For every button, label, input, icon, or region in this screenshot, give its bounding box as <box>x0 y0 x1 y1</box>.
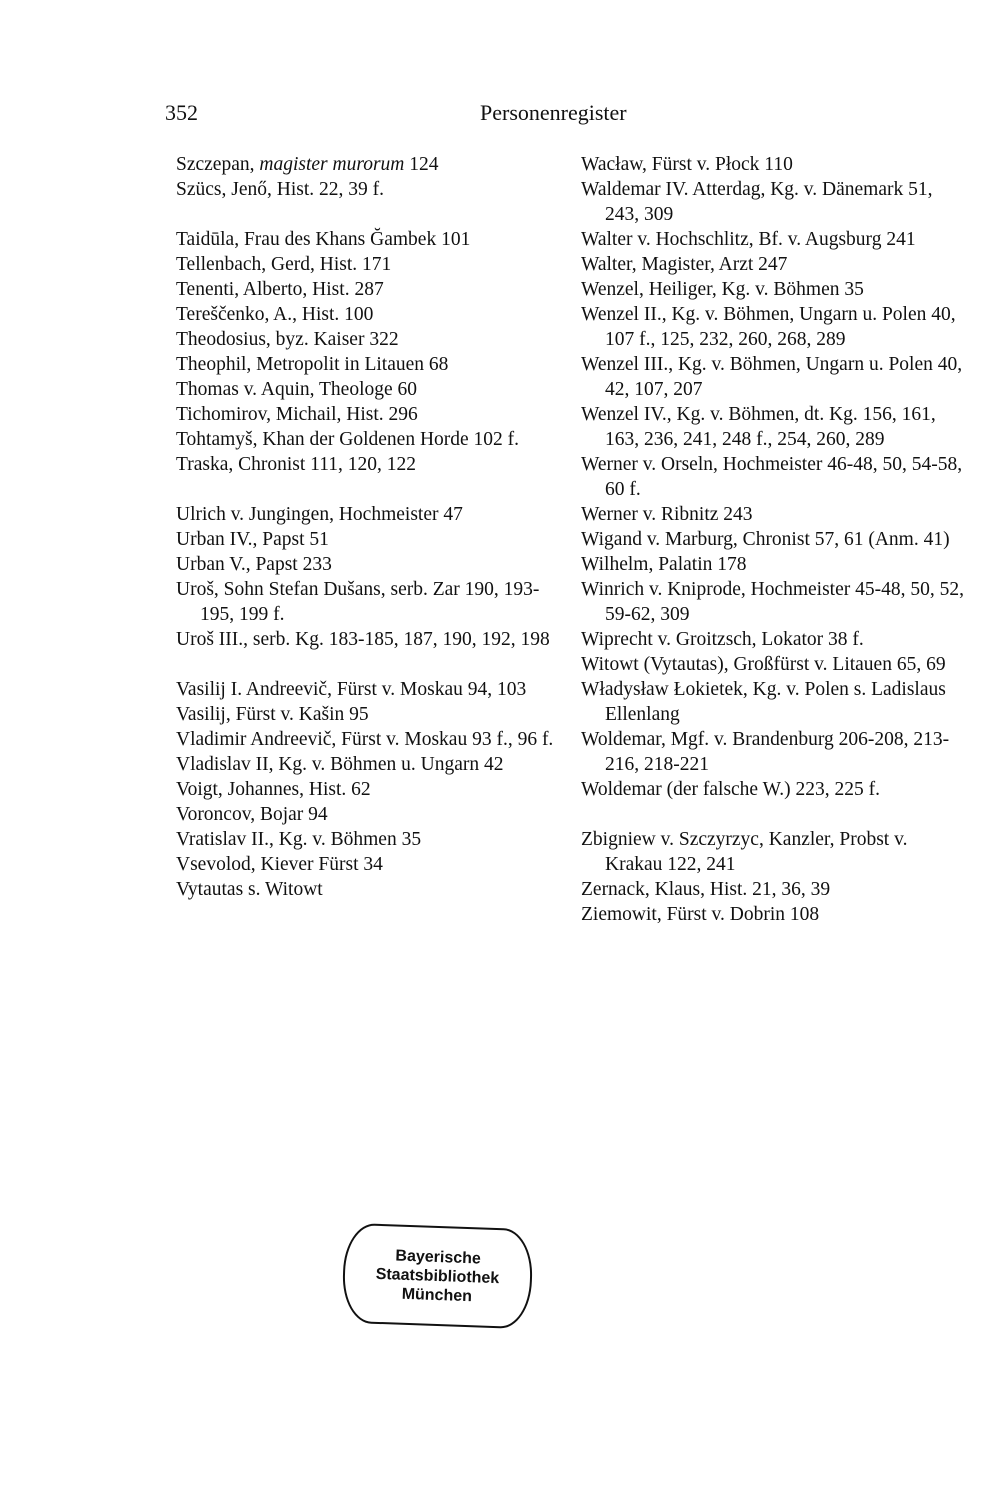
index-entry: Władysław Łokietek, Kg. v. Polen s. Ladislaus Ellenlang <box>581 679 946 725</box>
index-entry: Tohtamyš, Khan der Goldenen Horde 102 f. <box>176 429 520 450</box>
index-entry: Walter v. Hochschlitz, Bf. v. Augsburg 241 <box>581 229 916 250</box>
index-entry: Wacław, Fürst v. Płock 110 <box>581 154 793 175</box>
index-entry: Wiprecht v. Groitzsch, Lokator 38 f. <box>581 629 864 650</box>
index-entry: Werner v. Orseln, Hochmeister 46-48, 50, 54-58, 60 f. <box>581 454 963 500</box>
index-entry: Winrich v. Kniprode, Hochmeister 45-48, 50, 52, 59-62, 309 <box>581 579 964 625</box>
stamp-line: München <box>401 1285 473 1305</box>
index-entry: Ulrich v. Jungingen, Hochmeister 47 <box>176 504 463 525</box>
index-entry: Urban V., Papst 233 <box>176 554 332 575</box>
index-entry: Ziemowit, Fürst v. Dobrin 108 <box>581 904 820 925</box>
index-entry: Vladimir Andreevič, Fürst v. Moskau 93 f., 96 f. <box>176 729 554 750</box>
index-entry: Waldemar IV. Atterdag, Kg. v. Dänemark 51, 243, 309 <box>581 179 933 225</box>
index-entry: Vratislav II., Kg. v. Böhmen 35 <box>176 829 422 850</box>
index-entry: Uroš, Sohn Stefan Dušans, serb. Zar 190, 193-195, 199 f. <box>176 579 540 625</box>
index-entry: Tichomirov, Michail, Hist. 296 <box>176 404 418 425</box>
index-entry: Witowt (Vytautas), Großfürst v. Litauen 65, 69 <box>581 654 946 675</box>
index-entry: Zernack, Klaus, Hist. 21, 36, 39 <box>581 879 831 900</box>
index-entry: Vasilij I. Andreevič, Fürst v. Moskau 94, 103 <box>176 679 527 700</box>
index-entry: Wilhelm, Palatin 178 <box>581 554 747 575</box>
index-entry: Wenzel IV., Kg. v. Böhmen, dt. Kg. 156, 161, 163, 236, 241, 248 f., 254, 260, 289 <box>581 404 936 450</box>
index-entry: Vasilij, Fürst v. Kašin 95 <box>176 704 369 725</box>
index-column-right <box>581 152 964 927</box>
index-entry: Woldemar, Mgf. v. Brandenburg 206-208, 213-216, 218-221 <box>581 729 950 775</box>
index-entry: Szczepan, magister murorum 124 <box>176 154 439 175</box>
index-entry: Szücs, Jenő, Hist. 22, 39 f. <box>176 179 384 200</box>
index-entry: Tenenti, Alberto, Hist. 287 <box>176 279 384 300</box>
index-entry: Wenzel, Heiliger, Kg. v. Böhmen 35 <box>581 279 864 300</box>
index-entry: Wenzel II., Kg. v. Böhmen, Ungarn u. Polen 40, 107 f., 125, 232, 260, 268, 289 <box>581 304 956 350</box>
index-entry: Voroncov, Bojar 94 <box>176 804 328 825</box>
index-entry: Vytautas s. Witowt <box>176 879 323 900</box>
index-entry: Vladislav II, Kg. v. Böhmen u. Ungarn 42 <box>176 754 504 775</box>
stamp-line: Staatsbibliothek <box>375 1265 500 1287</box>
index-entry: Zbigniew v. Szczyrzyc, Kanzler, Probst v. Krakau 122, 241 <box>581 829 908 875</box>
index-entry: Woldemar (der falsche W.) 223, 225 f. <box>581 779 880 800</box>
index-entry: Tereščenko, A., Hist. 100 <box>176 304 374 325</box>
running-head: Personenregister <box>480 100 627 125</box>
index-entry: Traska, Chronist 111, 120, 122 <box>176 454 416 475</box>
index-column-left <box>176 152 561 902</box>
index-entry: Thomas v. Aquin, Theologe 60 <box>176 379 418 400</box>
index-entry: Vsevolod, Kiever Fürst 34 <box>176 854 383 875</box>
index-entry: Uroš III., serb. Kg. 183-185, 187, 190, 192, 198 <box>176 629 550 650</box>
index-entry: Voigt, Johannes, Hist. 62 <box>176 779 371 800</box>
index-entry: Taidūla, Frau des Khans Ğambek 101 <box>176 229 471 250</box>
index-entry: Wenzel III., Kg. v. Böhmen, Ungarn u. Polen 40, 42, 107, 207 <box>581 354 963 400</box>
library-stamp <box>341 1223 533 1330</box>
index-entry: Tellenbach, Gerd, Hist. 171 <box>176 254 392 275</box>
index-entry: Theophil, Metropolit in Litauen 68 <box>176 354 449 375</box>
page-number: 352 <box>165 100 198 125</box>
index-entry: Werner v. Ribnitz 243 <box>581 504 753 525</box>
stamp-line: Bayerische <box>395 1247 482 1267</box>
index-entry: Wigand v. Marburg, Chronist 57, 61 (Anm. 41) <box>581 529 950 550</box>
index-entry: Urban IV., Papst 51 <box>176 529 329 550</box>
index-entry: Theodosius, byz. Kaiser 322 <box>176 329 399 350</box>
index-entry: Walter, Magister, Arzt 247 <box>581 254 788 275</box>
